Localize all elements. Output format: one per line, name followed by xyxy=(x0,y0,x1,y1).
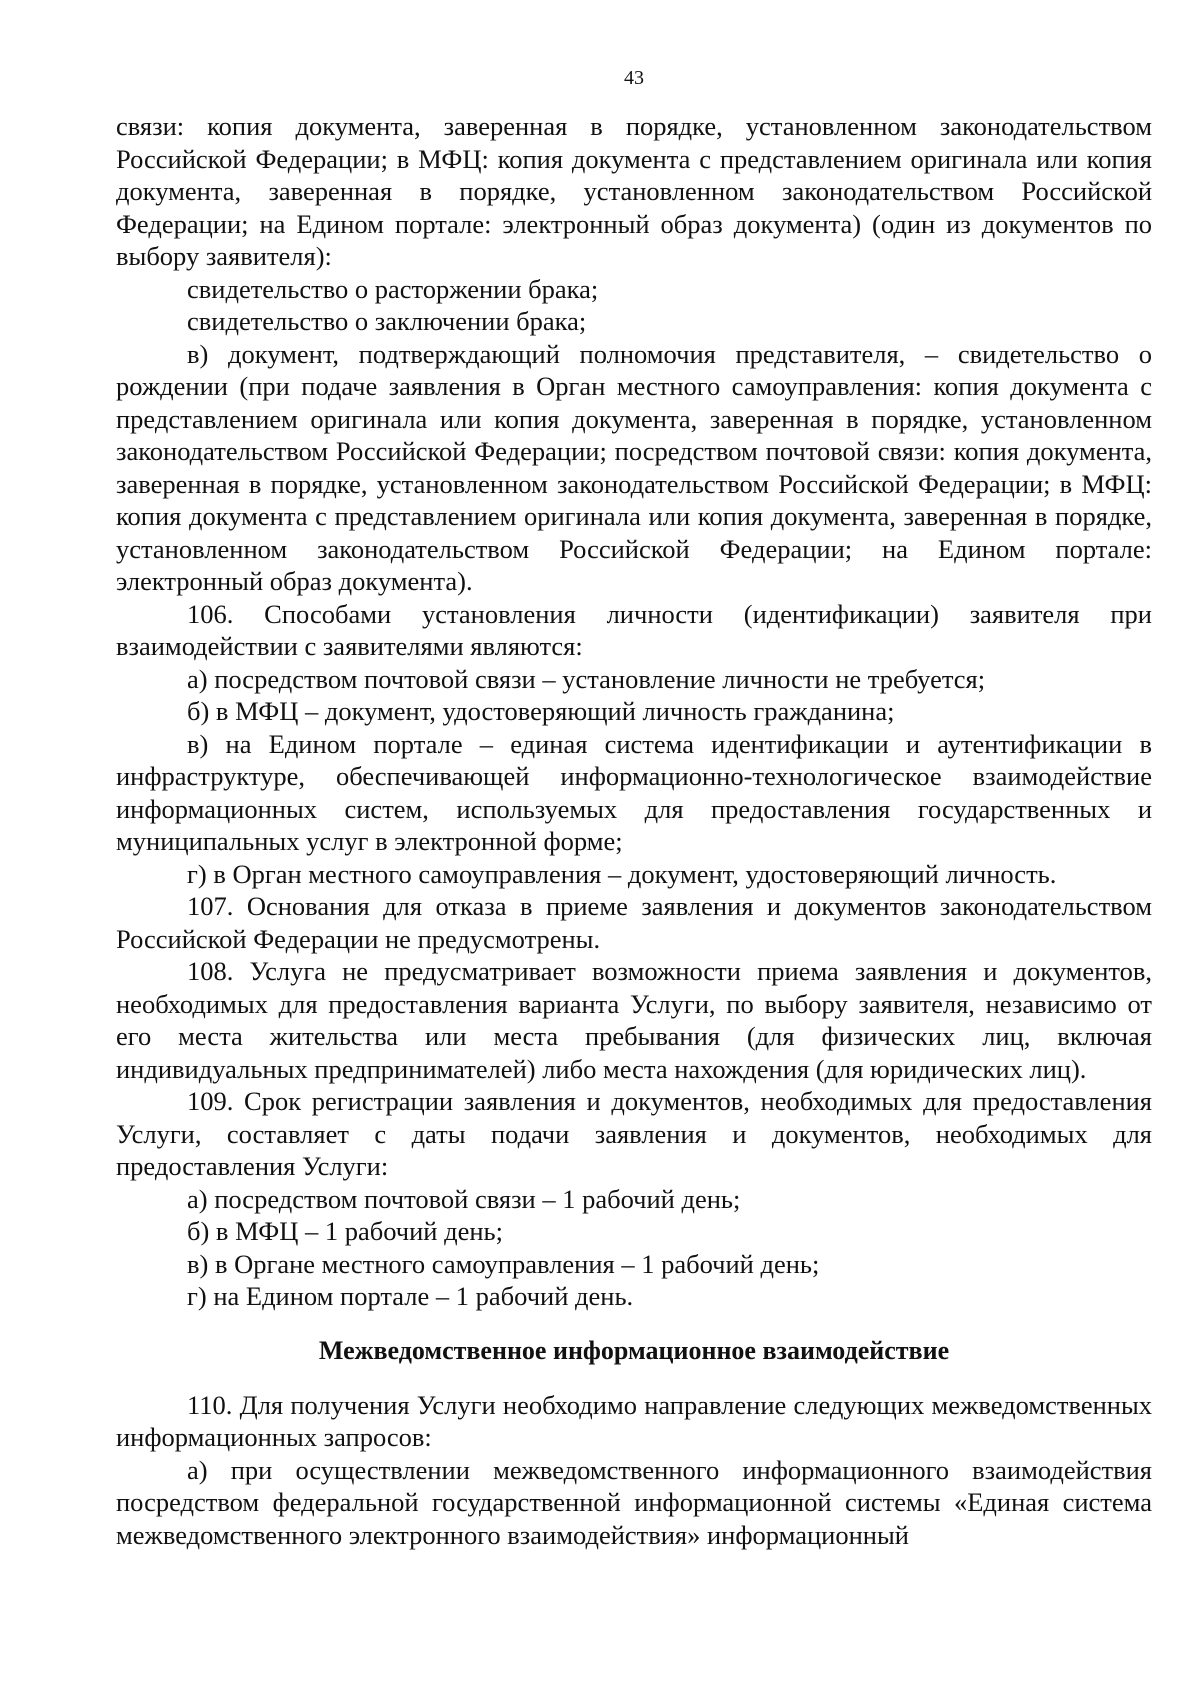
paragraph: связи: копия документа, заверенная в порядке, установленном законодательством Российской Федерации; в МФЦ: копия документа с представлением оригинала или копия документа, заверенная в порядке, установленном законодательством Российской Федерации; на Едином портале: электронный образ документа) (один из документов по выбору заявителя): xyxy=(116,111,1152,271)
section-heading: Межведомственное информационное взаимодействие xyxy=(318,1335,950,1365)
paragraph: в) документ, подтверждающий полномочия представителя, – свидетельство о рождении (при подаче заявления в Орган местного самоуправления: копия документа с представлением оригинала или копия документа, заверенная в порядке, установленном законодательством Российской Федерации; посредством почтовой связи: копия документа, заверенная в порядке, установленном законодательством Российской Федерации; в МФЦ: копия документа с представлением оригинала или копия документа, заверенная в порядке, установленном законодательством Российской Федерации; на Едином портале: электронный образ документа). xyxy=(116,338,1152,596)
paragraph: 106. Способами установления личности (идентификации) заявителя при взаимодействии с заявителями являются: xyxy=(116,598,1152,661)
page-number: 43 xyxy=(624,67,644,89)
paragraph: а) при осуществлении межведомственного информационного взаимодействия посредством федеральной государственной информационной системы «Единая система межведомственного электронного взаимодействия» информационный xyxy=(116,1454,1152,1550)
paragraph: 110. Для получения Услуги необходимо направление следующих межведомственных информационных запросов: xyxy=(116,1389,1152,1452)
paragraph: а) посредством почтовой связи – установление личности не требуется; xyxy=(187,663,986,694)
paragraph: б) в МФЦ – документ, удостоверяющий личность гражданина; xyxy=(187,696,895,726)
paragraph: 109. Срок регистрации заявления и документов, необходимых для предоставления Услуги, составляет с даты подачи заявления и документов, необходимых для предоставления Услуги: xyxy=(116,1086,1152,1181)
paragraph: а) посредством почтовой связи – 1 рабочий день; xyxy=(187,1183,741,1214)
document-page xyxy=(116,66,1152,1551)
paragraph: в) на Едином портале – единая система идентификации и аутентификации в инфраструктуре, обеспечивающей информационно-технологическое взаимодействие информационных систем, используемых для предоставления государственных и муниципальных услуг в электронной форме; xyxy=(116,728,1152,856)
paragraph: в) в Органе местного самоуправления – 1 рабочий день; xyxy=(187,1248,820,1279)
body-text-top xyxy=(116,110,1152,1313)
paragraph: свидетельство о заключении брака; xyxy=(187,306,587,336)
paragraph: 108. Услуга не предусматривает возможности приема заявления и документов, необходимых для предоставления варианта Услуги, по выбору заявителя, независимо от его места жительства или места пребывания (для физических лиц, включая индивидуальных предпринимателей) либо места нахождения (для юридических лиц). xyxy=(116,956,1152,1084)
paragraph: г) на Едином портале – 1 рабочий день. xyxy=(187,1281,634,1311)
paragraph: г) в Орган местного самоуправления – документ, удостоверяющий личность. xyxy=(187,858,1057,889)
body-text-bottom xyxy=(116,1389,1152,1552)
paragraph: свидетельство о расторжении брака; xyxy=(187,273,599,304)
paragraph: 107. Основания для отказа в приеме заявления и документов законодательством Российской Федерации не предусмотрены. xyxy=(116,891,1152,954)
paragraph: б) в МФЦ – 1 рабочий день; xyxy=(187,1216,503,1246)
